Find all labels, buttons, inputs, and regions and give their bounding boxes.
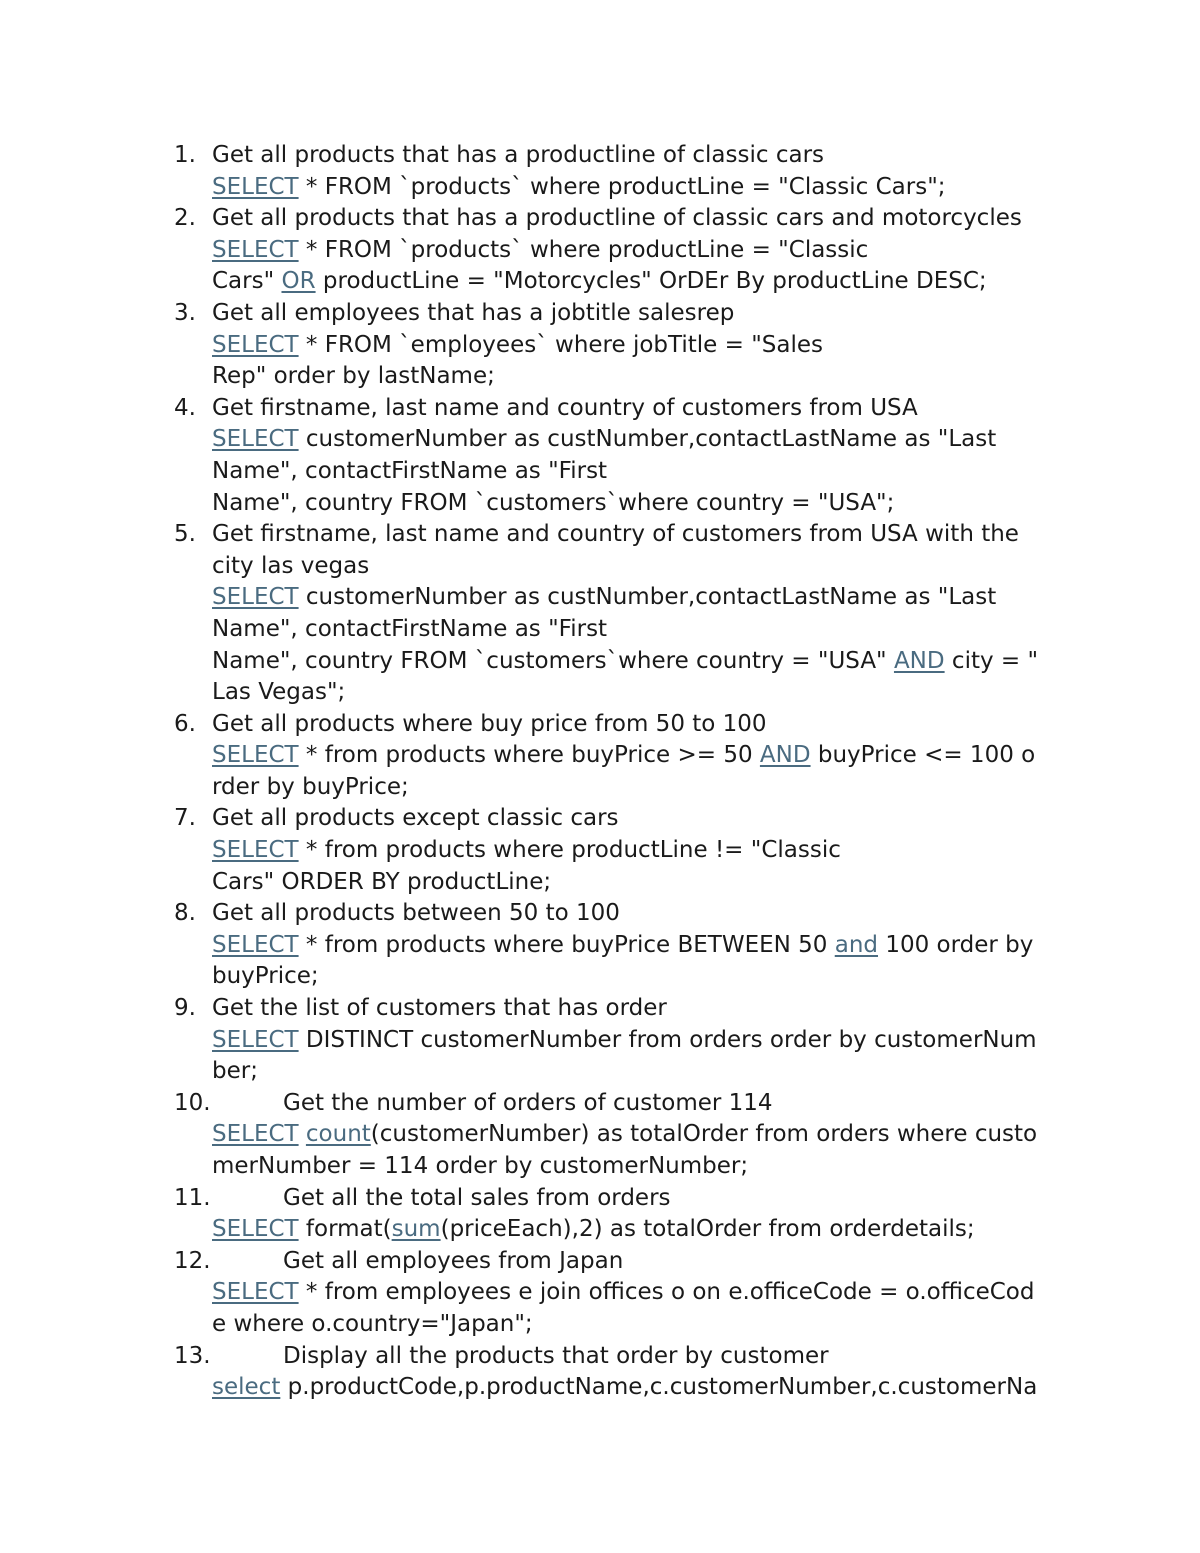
list-item [174, 203, 1074, 298]
sql-keyword-link[interactable]: SELECT [212, 331, 299, 358]
item-number: 11. [174, 1184, 211, 1211]
sql-text: (customerNumber) as totalOrder from orders where custo merNumber = 114 order by customerNumber; [212, 1121, 1038, 1179]
list-item [174, 709, 1074, 804]
sql-query [212, 582, 1064, 708]
sql-text: * from products where productLine != "Classic Cars" ORDER BY productLine; [212, 837, 841, 895]
item-title: Get all products that has a productline of classic cars [212, 142, 825, 168]
item-heading [174, 203, 1074, 235]
item-title: Get the list of customers that has order [212, 995, 667, 1022]
item-number: 8. [174, 900, 196, 927]
item-title: Get all employees that has a jobtitle salesrep [212, 299, 735, 326]
sql-text: p.productCode,p.productName,c.customerNumber,c.customerNa [280, 1374, 1038, 1401]
sql-text [299, 1121, 306, 1147]
sql-text: productLine = "Motorcycles" OrDEr By productLine DESC; [315, 268, 987, 295]
list-item [174, 298, 1074, 393]
sql-text: * from products where buyPrice >= 50 [298, 742, 760, 769]
list-item [174, 1183, 1074, 1246]
item-heading [174, 140, 1074, 172]
sql-query [212, 235, 1064, 298]
item-title: Get all employees from Japan [283, 1247, 624, 1274]
sql-query [212, 740, 1064, 803]
sql-query [212, 172, 1064, 204]
sql-keyword-link[interactable]: SELECT [212, 426, 299, 453]
sql-query [212, 835, 1064, 898]
sql-text: 100 order by buyPrice; [212, 931, 1034, 990]
item-heading [174, 298, 1074, 330]
list-item [174, 519, 1074, 709]
sql-query [212, 1119, 1064, 1182]
list-item [174, 140, 1074, 203]
item-title: Get firstname, last name and country of customers from USA with the city las vegas [212, 521, 1019, 579]
item-number: 13. [174, 1342, 211, 1369]
sql-text: * from employees e join offices o on e.officeCode = o.officeCod e where o.country="Japan"; [212, 1279, 1035, 1337]
sql-keyword-link[interactable]: SELECT [212, 584, 299, 611]
sql-text: DISTINCT customerNumber from orders order by customerNum ber; [212, 1026, 1037, 1085]
sql-keyword-link[interactable]: AND [893, 647, 945, 674]
sql-query [212, 1025, 1064, 1088]
sql-query [212, 330, 1064, 393]
sql-query [212, 1372, 1064, 1404]
sql-query [212, 424, 1064, 519]
sql-keyword-link[interactable]: and [834, 931, 879, 958]
sql-text: * FROM `products` where productLine = "Classic Cars"; [298, 173, 946, 200]
sql-text: * from products where buyPrice BETWEEN 50 [298, 931, 835, 958]
sql-text: (priceEach),2) as totalOrder from orderdetails; [440, 1216, 975, 1243]
sql-keyword-link[interactable]: select [212, 1374, 281, 1401]
item-heading [174, 1183, 1074, 1215]
item-heading [174, 709, 1074, 741]
sql-keyword-link[interactable]: SELECT [212, 1121, 299, 1148]
item-heading [174, 393, 1074, 425]
item-heading [174, 803, 1074, 835]
item-number: 9. [174, 995, 196, 1022]
sql-keyword-link[interactable]: OR [281, 268, 316, 295]
sql-query [212, 930, 1064, 993]
item-heading [174, 898, 1074, 930]
sql-keyword-link[interactable]: SELECT [212, 1216, 299, 1243]
sql-keyword-link[interactable]: SELECT [212, 236, 299, 263]
sql-text: city = " Las Vegas"; [212, 647, 1039, 706]
item-title: Get all products except classic cars [212, 805, 619, 832]
sql-keyword-link[interactable]: count [305, 1121, 371, 1148]
item-heading [174, 519, 1074, 582]
item-heading [174, 1246, 1074, 1278]
item-number: 2. [174, 205, 196, 232]
item-number: 10. [174, 1089, 211, 1116]
item-title: Get all products where buy price from 50 to 100 [212, 710, 767, 737]
sql-query [212, 1277, 1064, 1340]
list-item [174, 993, 1074, 1088]
sql-keyword-link[interactable]: SELECT [212, 742, 299, 769]
item-title: Get the number of orders of customer 114 [283, 1089, 773, 1116]
sql-keyword-link[interactable]: SELECT [212, 837, 299, 864]
sql-text: * FROM `products` where productLine = "Classic Cars" [212, 236, 869, 295]
sql-keyword-link[interactable]: SELECT [212, 931, 299, 958]
sql-keyword-link[interactable]: SELECT [212, 1279, 299, 1306]
list-item [174, 898, 1074, 993]
item-number: 6. [174, 710, 196, 737]
list-item [174, 1246, 1074, 1341]
item-number: 1. [174, 142, 196, 168]
item-number: 7. [174, 805, 196, 832]
item-title: Get all products that has a productline of classic cars and motorcycles [212, 205, 1022, 232]
list-item [174, 803, 1074, 898]
list-item [174, 393, 1074, 519]
item-title: Get firstname, last name and country of customers from USA [212, 394, 918, 421]
sql-text: customerNumber as custNumber,contactLastName as "Last Name", contactFirstName as "First Name", country FROM `customers`where country = "USA" [212, 584, 997, 674]
item-number: 12. [174, 1247, 211, 1274]
sql-text: customerNumber as custNumber,contactLastName as "Last Name", contactFirstName as "First Name", country FROM `customers`where country = "USA"; [212, 426, 997, 516]
sql-keyword-link[interactable]: SELECT [212, 1026, 299, 1053]
sql-keyword-link[interactable]: sum [391, 1216, 441, 1243]
list-item [174, 1341, 1074, 1404]
query-list [174, 140, 1074, 1404]
item-heading [174, 1341, 1074, 1373]
item-title: Get all the total sales from orders [283, 1184, 671, 1211]
sql-text: * FROM `employees` where jobTitle = "Sales Rep" order by lastName; [212, 331, 824, 390]
sql-keyword-link[interactable]: SELECT [212, 173, 299, 200]
sql-text: format( [298, 1216, 392, 1243]
sql-query [212, 1214, 1064, 1246]
sql-text: buyPrice <= 100 o rder by buyPrice; [212, 742, 1036, 800]
item-title: Display all the products that order by customer [283, 1342, 829, 1369]
item-number: 3. [174, 299, 196, 326]
item-heading [174, 993, 1074, 1025]
item-number: 4. [174, 394, 196, 421]
sql-keyword-link[interactable]: AND [759, 742, 811, 769]
list-item [174, 1088, 1074, 1183]
item-heading [174, 1088, 1074, 1120]
item-number: 5. [174, 521, 196, 548]
item-title: Get all products between 50 to 100 [212, 900, 620, 927]
